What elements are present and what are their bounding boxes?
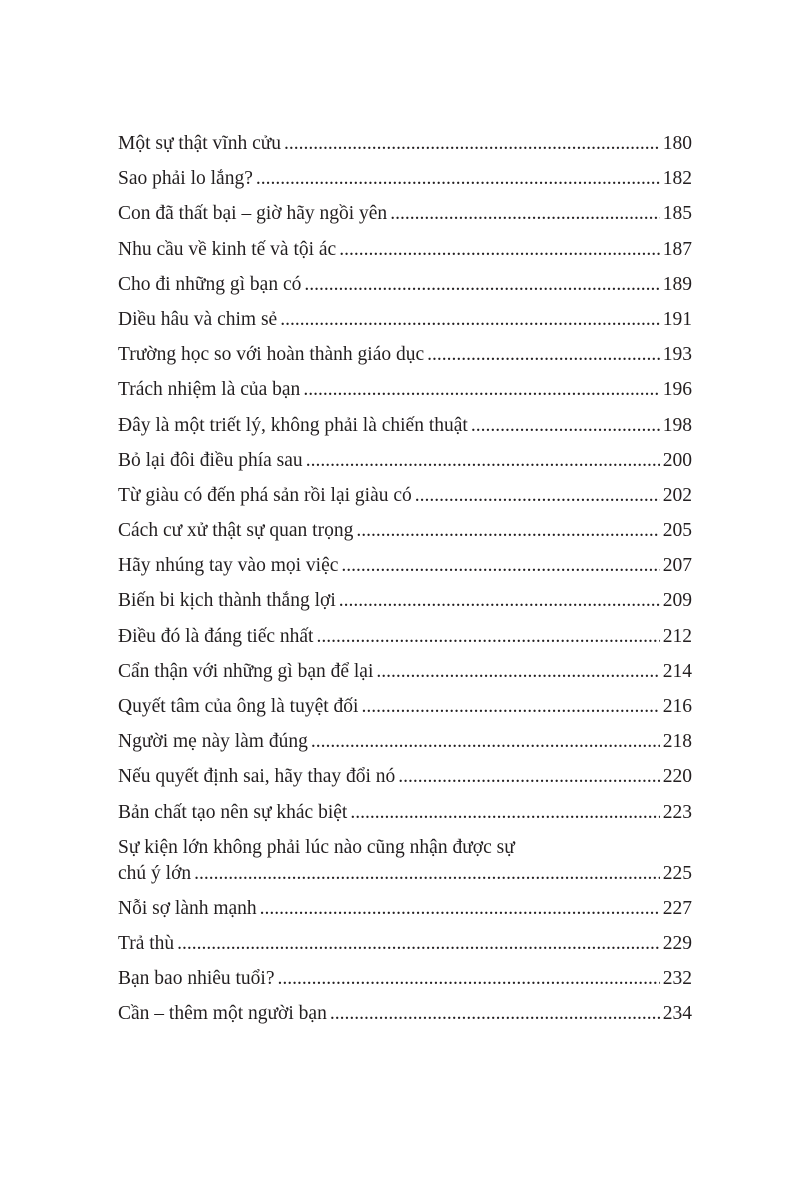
toc-entry[interactable] — [118, 724, 692, 759]
toc-entry[interactable] — [118, 835, 692, 887]
toc-entry-title: Đây là một triết lý, không phải là chiến thuật — [118, 414, 468, 436]
toc-entry-title: Biến bi kịch thành thắng lợi — [118, 590, 336, 612]
dot-leader — [304, 267, 659, 302]
toc-entry-title: Sao phải lo lắng? — [118, 168, 253, 190]
toc-entry-title: Cần – thêm một người bạn — [118, 1003, 327, 1025]
table-of-contents — [118, 126, 692, 1032]
dot-leader — [256, 161, 660, 196]
dot-leader — [376, 654, 659, 689]
toc-entry[interactable] — [118, 891, 692, 926]
toc-entry-page: 225 — [662, 862, 692, 884]
toc-entry-page: 187 — [662, 238, 692, 260]
toc-entry-page: 180 — [662, 133, 692, 154]
toc-entry-page: 182 — [662, 168, 692, 190]
toc-entry-page: 214 — [662, 660, 692, 682]
toc-entry[interactable] — [118, 478, 692, 513]
dot-leader — [278, 961, 660, 996]
toc-entry-page: 185 — [662, 203, 692, 225]
dot-leader — [398, 759, 659, 794]
toc-entry-page: 212 — [662, 625, 692, 647]
toc-entry-page: 229 — [662, 932, 692, 954]
dot-leader — [306, 443, 660, 478]
toc-entry[interactable] — [118, 689, 692, 724]
toc-entry[interactable] — [118, 583, 692, 618]
toc-entry-page: 232 — [662, 968, 692, 990]
toc-entry[interactable] — [118, 795, 692, 830]
dot-leader — [350, 795, 659, 830]
dot-leader — [177, 926, 660, 961]
toc-entry-title: Điều đó là đáng tiếc nhất — [118, 625, 314, 647]
toc-entry-page: 207 — [662, 555, 692, 577]
toc-entry[interactable] — [118, 619, 692, 654]
toc-entry[interactable] — [118, 267, 692, 302]
dot-leader — [316, 619, 659, 654]
toc-entry-title: Trường học so với hoàn thành giáo dục — [118, 344, 425, 366]
toc-entry-page: 220 — [662, 766, 692, 788]
dot-leader — [260, 891, 660, 926]
toc-entry[interactable] — [118, 408, 692, 443]
toc-entry-title: Người mẹ này làm đúng — [118, 731, 308, 753]
toc-entry-title: Cẩn thận với những gì bạn để lại — [118, 660, 374, 682]
toc-entry-title: Nỗi sợ lành mạnh — [118, 897, 257, 919]
toc-entry[interactable] — [118, 926, 692, 961]
dot-leader — [194, 861, 660, 887]
toc-entry-page: 193 — [662, 344, 692, 366]
dot-leader — [330, 996, 660, 1031]
dot-leader — [280, 302, 660, 337]
toc-entry-title: Nếu quyết định sai, hãy thay đổi nó — [118, 766, 396, 788]
toc-entry-page: 196 — [662, 379, 692, 401]
toc-entry[interactable] — [118, 232, 692, 267]
dot-leader — [311, 724, 660, 759]
toc-entry[interactable] — [118, 443, 692, 478]
toc-entry-page: 198 — [662, 414, 692, 436]
toc-entry[interactable] — [118, 196, 692, 231]
dot-leader — [339, 232, 660, 267]
toc-entry-title-line2: chú ý lớn — [118, 862, 192, 884]
dot-leader — [427, 337, 660, 372]
toc-entry-title: Từ giàu có đến phá sản rồi lại giàu có — [118, 484, 412, 506]
dot-leader — [303, 372, 659, 407]
toc-entry-title: Con đã thất bại – giờ hãy ngồi yên — [118, 203, 388, 225]
toc-entry-title: Bản chất tạo nên sự khác biệt — [118, 801, 348, 823]
toc-entry-page: 234 — [662, 1003, 692, 1025]
toc-entry-title: Bạn bao nhiêu tuổi? — [118, 968, 275, 990]
toc-entry-page: 205 — [662, 520, 692, 542]
toc-entry[interactable] — [118, 161, 692, 196]
toc-entry-title-line1: Sự kiện lớn không phải lúc nào cũng nhận được sự — [118, 836, 515, 858]
toc-entry-page: 227 — [662, 897, 692, 919]
toc-entry-title: Cho đi những gì bạn có — [118, 273, 302, 295]
toc-entry-page: 216 — [662, 696, 692, 717]
toc-entry-page: 209 — [662, 590, 692, 612]
toc-entry-title: Trách nhiệm là của bạn — [118, 379, 301, 401]
dot-leader — [390, 196, 660, 231]
toc-entry-title: Cách cư xử thật sự quan trọng — [118, 520, 354, 542]
toc-entry-title: Bỏ lại đôi điều phía sau — [118, 449, 303, 471]
toc-entry[interactable] — [118, 372, 692, 407]
toc-entry-title: Trả thù — [118, 932, 175, 954]
toc-entry-page: 191 — [662, 308, 692, 330]
toc-entry[interactable] — [118, 961, 692, 996]
toc-entry-title: Nhu cầu về kinh tế và tội ác — [118, 238, 337, 260]
dot-leader — [284, 126, 660, 161]
toc-entry-page: 223 — [662, 801, 692, 823]
toc-entry[interactable] — [118, 759, 692, 794]
dot-leader — [471, 408, 660, 443]
toc-entry[interactable] — [118, 654, 692, 689]
toc-entry-title: Hãy nhúng tay vào mọi việc — [118, 555, 339, 577]
toc-entry[interactable] — [118, 337, 692, 372]
toc-entry-page: 218 — [662, 731, 692, 753]
toc-entry-title: Một sự thật vĩnh cửu — [118, 133, 282, 154]
dot-leader — [339, 583, 660, 618]
toc-entry-page: 202 — [662, 484, 692, 506]
toc-entry-title: Quyết tâm của ông là tuyệt đối — [118, 696, 359, 717]
toc-entry[interactable] — [118, 302, 692, 337]
toc-entry[interactable] — [118, 513, 692, 548]
dot-leader — [356, 513, 659, 548]
dot-leader — [361, 689, 659, 724]
toc-entry-page: 189 — [662, 273, 692, 295]
toc-entry[interactable] — [118, 126, 692, 161]
toc-entry-page: 200 — [662, 449, 692, 471]
toc-entry-title: Diều hâu và chim sẻ — [118, 308, 278, 330]
toc-entry-line2 — [118, 861, 692, 887]
toc-entry[interactable] — [118, 996, 692, 1031]
dot-leader — [341, 548, 659, 583]
dot-leader — [415, 478, 660, 513]
toc-entry[interactable] — [118, 548, 692, 583]
